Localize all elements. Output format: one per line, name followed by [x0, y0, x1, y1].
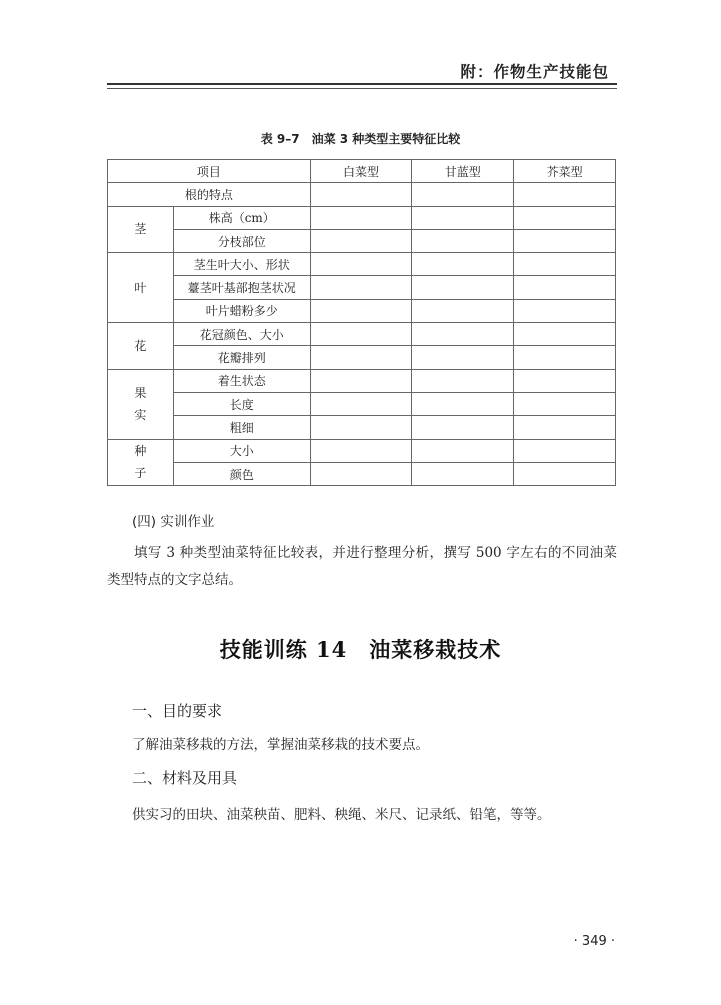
row-category: [108, 369, 174, 439]
row-category-label: 花: [134, 338, 147, 353]
row-category-label: 叶: [134, 280, 147, 295]
empty-cell[interactable]: [514, 323, 616, 346]
row-item: 颜色: [173, 462, 310, 485]
row-item: 茎生叶大小、形状: [173, 253, 310, 276]
header-rule-thin: [107, 88, 617, 89]
empty-cell[interactable]: [412, 276, 514, 299]
empty-cell[interactable]: [514, 369, 616, 392]
row-item: 薹茎叶基部抱茎状况: [173, 276, 310, 299]
row-item: 长度: [173, 392, 310, 415]
empty-cell[interactable]: [310, 416, 412, 439]
table-row: [108, 206, 616, 229]
goal-heading: 一、目的要求: [132, 702, 223, 720]
empty-cell[interactable]: [310, 369, 412, 392]
table-row: [108, 346, 616, 369]
empty-cell[interactable]: [412, 369, 514, 392]
table-row: [108, 183, 616, 206]
empty-cell[interactable]: [310, 253, 412, 276]
table-row: [108, 229, 616, 252]
empty-cell[interactable]: [310, 183, 412, 206]
table-header-row: [108, 160, 616, 183]
materials-text: 供实习的田块、油菜秧苗、肥料、秧绳、米尺、记录纸、铅笔，等等。: [132, 807, 551, 823]
empty-cell[interactable]: [412, 299, 514, 322]
empty-cell[interactable]: [310, 276, 412, 299]
running-header: [107, 58, 617, 92]
empty-cell[interactable]: [514, 229, 616, 252]
empty-cell[interactable]: [412, 462, 514, 485]
table-row: [108, 462, 616, 485]
header-cell-baicai: 白菜型: [310, 160, 412, 183]
empty-cell[interactable]: [310, 346, 412, 369]
empty-cell[interactable]: [514, 253, 616, 276]
homework-paragraph: 填写 3 种类型油菜特征比较表，并进行整理分析，撰写 500 字左右的不同油菜类型特点的文字总结。: [107, 545, 617, 588]
table-row: [108, 369, 616, 392]
empty-cell[interactable]: [514, 299, 616, 322]
row-category: [108, 253, 174, 323]
empty-cell[interactable]: [412, 416, 514, 439]
empty-cell[interactable]: [514, 462, 616, 485]
running-header-title: 附：作物生产技能包: [460, 63, 609, 81]
goal-text: 了解油菜移栽的方法，掌握油菜移栽的技术要点。: [132, 737, 429, 753]
header-cell-jiecai: 芥菜型: [514, 160, 616, 183]
row-category-label: 果 实: [134, 386, 147, 423]
row-item: 着生状态: [173, 369, 310, 392]
table-row: [108, 276, 616, 299]
table-row: [108, 323, 616, 346]
table-row: [108, 416, 616, 439]
row-item: 粗细: [173, 416, 310, 439]
table-row: [108, 253, 616, 276]
table-row: [108, 439, 616, 462]
table-body: [108, 183, 616, 486]
header-rule: [107, 83, 617, 85]
table-row: [108, 392, 616, 415]
empty-cell[interactable]: [514, 439, 616, 462]
row-category: [108, 323, 174, 370]
empty-cell[interactable]: [514, 416, 616, 439]
empty-cell[interactable]: [310, 206, 412, 229]
row-category-label: 茎: [134, 222, 147, 237]
header-cell-item: 项目: [108, 160, 311, 183]
empty-cell[interactable]: [514, 183, 616, 206]
row-category: [108, 439, 174, 486]
page-number: · 349 ·: [573, 934, 615, 949]
empty-cell[interactable]: [412, 323, 514, 346]
empty-cell[interactable]: [412, 206, 514, 229]
empty-cell[interactable]: [310, 462, 412, 485]
row-item: 叶片蜡粉多少: [173, 299, 310, 322]
row-label: 根的特点: [108, 183, 311, 206]
row-item: 株高（cm）: [173, 206, 310, 229]
row-item: 花冠颜色、大小: [173, 323, 310, 346]
table-row: [108, 299, 616, 322]
empty-cell[interactable]: [412, 229, 514, 252]
empty-cell[interactable]: [412, 183, 514, 206]
row-category: [108, 206, 174, 253]
empty-cell[interactable]: [412, 346, 514, 369]
empty-cell[interactable]: [310, 439, 412, 462]
row-item: 花瓣排列: [173, 346, 310, 369]
empty-cell[interactable]: [412, 392, 514, 415]
empty-cell[interactable]: [310, 299, 412, 322]
row-item: 分枝部位: [173, 229, 310, 252]
empty-cell[interactable]: [514, 276, 616, 299]
row-category-label: 种 子: [134, 444, 147, 481]
empty-cell[interactable]: [514, 392, 616, 415]
materials-heading: 二、材料及用具: [132, 769, 238, 787]
section-title: 技能训练 14 油菜移栽技术: [219, 637, 502, 662]
empty-cell[interactable]: [310, 323, 412, 346]
empty-cell[interactable]: [412, 253, 514, 276]
empty-cell[interactable]: [514, 206, 616, 229]
empty-cell[interactable]: [514, 346, 616, 369]
homework-heading: (四) 实训作业: [132, 514, 215, 530]
row-item: 大小: [173, 439, 310, 462]
empty-cell[interactable]: [310, 392, 412, 415]
empty-cell[interactable]: [412, 439, 514, 462]
table-caption: 表 9–7 油菜 3 种类型主要特征比较: [260, 132, 461, 146]
comparison-table: [107, 159, 616, 486]
header-cell-ganlan: 甘蓝型: [412, 160, 514, 183]
empty-cell[interactable]: [310, 229, 412, 252]
